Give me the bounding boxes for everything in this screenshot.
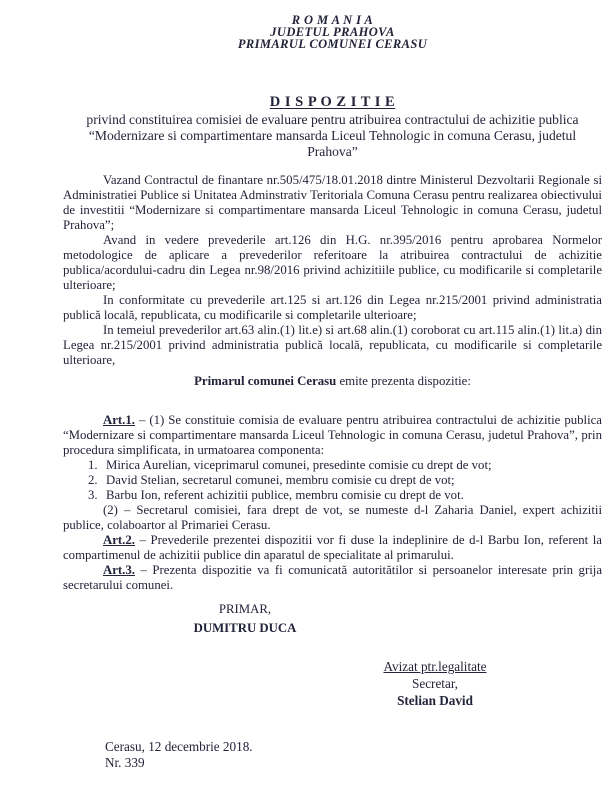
issuer-name: Primarul comunei Cerasu [194,374,337,388]
committee-member-2 [63,473,602,488]
article-1-label: Art.1. [103,413,135,427]
committee-member-3 [63,488,602,503]
committee-member-3-number: 3. [88,488,98,502]
document-title: D I S P O Z I T I E [269,94,396,110]
preamble-paragraph-3: In conformitate cu prevederile art.125 si art.126 din Legea nr.215/2001 privind administratia publică locală, republicata, cu modificarile si completarile ulterioare; [63,293,602,322]
preamble-paragraph-2: Avand in vedere prevederile art.126 din H.G. nr.395/2016 pentru aprobarea Normelor metodologice de aplicare a prevederilor referitoare la atribuirea contractului de achizitie publica/acordului-cadru din Legea nr.98/2016 privind achizitiile publice, cu modificarile si completarile ulterioare; [63,233,602,292]
signature-name: DUMITRU DUCA [193,621,297,635]
approval-title: Avizat ptr.legalitate [383,659,487,674]
committee-member-2-number: 2. [88,473,98,487]
article-2-text: – Prevederile prezentei dispozitii vor fi duse la indeplinire de d-l Barbu Ion, referent la compartimenul de achizitii publice din aparatul de specialitate al primarului. [63,533,602,562]
article-3 [63,563,602,593]
article-2-label: Art.2. [103,533,135,547]
committee-member-1 [63,458,602,473]
article-2 [63,533,602,563]
article-1-text: – (1) Se constituie comisia de evaluare pentru atribuirea contractului de achizitie publica “Modernizare si compartimentare mansarda Liceul Tehnologic in comuna Cerasu, judetul Prahova”, prin procedura simplificata, in urmatoarea componenta: [63,413,602,457]
issuance-rest: emite prezenta dispozitie: [336,374,471,388]
header-county: JUDETUL PRAHOVA [270,25,395,39]
footer-place-date: Cerasu, 12 decembrie 2018. [105,739,253,754]
footer-number: Nr. 339 [105,755,145,770]
article-1 [63,413,602,458]
title-wrap [63,93,602,111]
preamble-paragraph-4: In temeiul prevederilor art.63 alin.(1) lit.e) si art.68 alin.(1) coroborat cu art.115 alin.(1) lit.a) din Legea nr.215/2001 privind administratia publică locală, republicata, cu modificarile si completarile ulterioare, [63,323,602,367]
committee-member-3-text: Barbu Ion, referent achizitii publice, membru comisie cu drept de vot. [106,488,464,502]
issuance-line [63,374,602,389]
committee-member-1-number: 1. [88,458,98,472]
article-1-alin-2: (2) – Secretarul comisiei, fara drept de vot, se numeste d-l Zaharia Daniel, expert achizitii publice, colaboartor al Primariei Cerasu. [63,503,602,532]
signature-role: PRIMAR, [218,602,272,616]
approval-block [355,658,515,709]
committee-list [63,458,602,503]
approval-name: Stelian David [397,693,473,708]
header-country: R O M A N I A [291,13,374,27]
committee-member-2-text: David Stelian, secretarul comunei, membru comisie cu drept de vot; [106,473,455,487]
approval-role: Secretar, [412,676,458,691]
header-institution: PRIMARUL COMUNEI CERASU [237,37,428,51]
preamble-paragraph-1: Vazand Contractul de finantare nr.505/475/18.01.2018 dintre Ministerul Dezvoltarii Regionale si Administratiei Publice si Unitatea Adminstrativ Teritoriala Comuna Cerasu pentru realizarea obiectivului de investitii “Modernizare si compartimentare mansarda Liceul Tehnologic in comuna Cerasu, judetul Prahova”; [63,173,602,232]
article-3-label: Art.3. [103,563,135,577]
document-subtitle: privind constituirea comisiei de evaluare pentru atribuirea contractului de achizitie publica “Modernizare si compartimentare mansarda Liceul Tehnologic in comuna Cerasu, judetul Prahova” [86,112,579,159]
signature-block [145,600,345,638]
article-3-text: – Prezenta dispozitie va fi comunicată autoritătilor si persoanelor interesate prin grija secretarului comunei. [63,563,602,592]
committee-member-1-text: Mirica Aurelian, viceprimarul comunei, presedinte comisie cu drept de vot; [106,458,492,472]
footer-block [105,739,602,771]
